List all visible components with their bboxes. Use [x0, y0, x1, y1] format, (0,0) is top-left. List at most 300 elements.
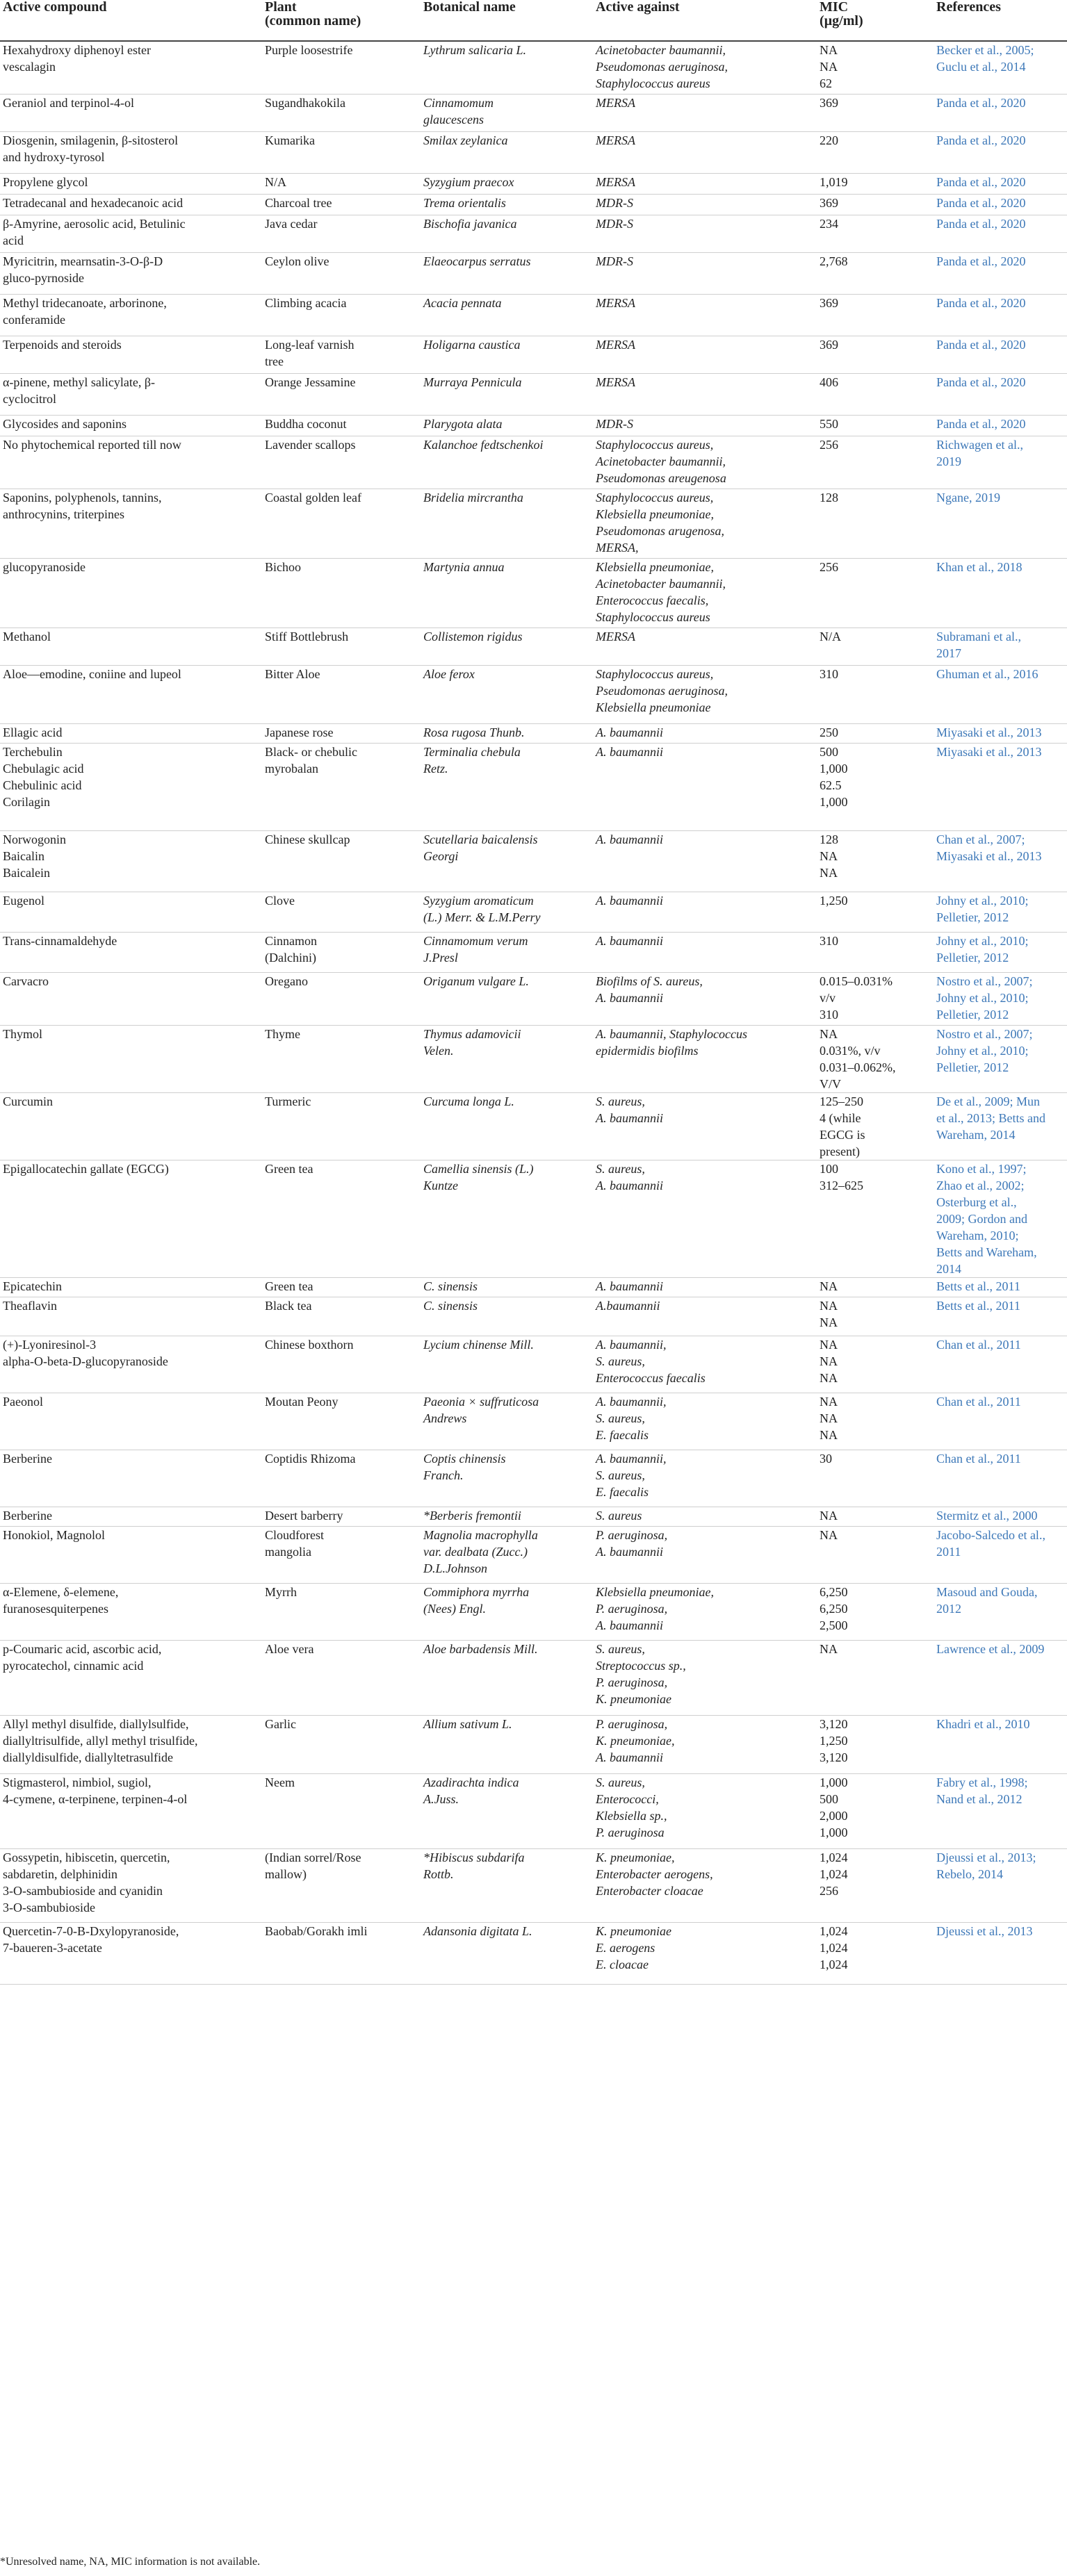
mic-cell-text: 1,024 1,024 1,024: [820, 1923, 848, 1971]
compound-cell-text: Methanol: [3, 629, 51, 643]
references-cell[interactable]: [934, 665, 1067, 723]
botanical-name-cell: [421, 1092, 593, 1160]
plant-cell-text: Chinese skullcap: [265, 832, 350, 846]
active-against-cell: [593, 1715, 817, 1773]
botanical-name-cell: [421, 94, 593, 131]
references-cell-text[interactable]: Ghuman et al., 2016: [936, 666, 1039, 681]
references-cell[interactable]: [934, 336, 1067, 373]
compound-cell: [0, 1025, 262, 1092]
active-against-cell: [593, 830, 817, 892]
references-cell[interactable]: [934, 215, 1067, 252]
references-cell[interactable]: [934, 1297, 1067, 1336]
compound-cell: [0, 436, 262, 489]
references-cell[interactable]: [934, 1526, 1067, 1583]
active-against-cell-text: A. baumannii, Staphylococcus epidermidis biofilms: [596, 1026, 747, 1058]
references-cell[interactable]: [934, 972, 1067, 1025]
compound-cell: [0, 1393, 262, 1450]
references-cell[interactable]: [934, 1160, 1067, 1277]
mic-cell: [817, 373, 934, 415]
table-row: [0, 1160, 1067, 1277]
table-row: [0, 373, 1067, 415]
active-against-cell: [593, 1092, 817, 1160]
active-against-cell-text: A. baumannii: [596, 893, 663, 908]
references-cell[interactable]: [934, 627, 1067, 665]
compound-cell-text: Saponins, polyphenols, tannins, anthrocynins, triterpines: [3, 490, 162, 521]
mic-cell: [817, 1393, 934, 1450]
mic-cell-text: 406: [820, 375, 838, 389]
table-row: [0, 1025, 1067, 1092]
botanical-name-cell-text: Bischofia javanica: [423, 216, 517, 231]
plant-cell: [262, 252, 421, 294]
plant-cell: [262, 173, 421, 194]
table-row: [0, 1640, 1067, 1715]
references-cell-text[interactable]: Panda et al., 2020: [936, 254, 1026, 268]
mic-cell-text: NA: [820, 1527, 838, 1542]
active-against-cell: [593, 194, 817, 215]
table-row: [0, 489, 1067, 558]
botanical-name-cell-text: Aloe barbadensis Mill.: [423, 1641, 538, 1656]
references-cell-text[interactable]: Kono et al., 1997; Zhao et al., 2002; Osterburg et al., 2009; Gordon and Wareham, 2010; Betts and Wareham, 2014: [936, 1161, 1037, 1276]
references-cell[interactable]: [934, 294, 1067, 336]
active-against-cell: [593, 743, 817, 830]
mic-cell-text: 2,768: [820, 254, 848, 268]
header-cell: MIC (µg/ml): [817, 0, 934, 41]
mic-cell-text: NA NA: [820, 1298, 838, 1329]
mic-cell-text: 369: [820, 195, 838, 210]
compound-cell: [0, 665, 262, 723]
botanical-name-cell-text: Cinnamomum glaucescens: [423, 95, 494, 126]
mic-cell-text: NA: [820, 1279, 838, 1293]
references-cell[interactable]: [934, 1393, 1067, 1450]
compound-cell-text: Quercetin-7-0-B-Dxylopyranoside, 7-baueren-3-acetate: [3, 1923, 179, 1955]
references-cell-text[interactable]: Johny et al., 2010; Pelletier, 2012: [936, 933, 1029, 965]
mic-cell: [817, 1297, 934, 1336]
references-cell-text[interactable]: Fabry et al., 1998; Nand et al., 2012: [936, 1775, 1028, 1806]
active-against-cell-text: A. baumannii, S. aureus, Enterococcus faecalis: [596, 1337, 706, 1385]
active-against-cell-text: K. pneumoniae, Enterobacter aerogens, Enterobacter cloacae: [596, 1850, 713, 1898]
references-cell-text[interactable]: Panda et al., 2020: [936, 375, 1026, 389]
mic-cell: [817, 131, 934, 173]
plant-cell-text: Climbing acacia: [265, 295, 347, 310]
compound-cell: [0, 215, 262, 252]
references-cell[interactable]: [934, 436, 1067, 489]
active-against-cell-text: Staphylococcus aureus, Pseudomonas aeruginosa, Klebsiella pneumoniae: [596, 666, 728, 714]
mic-cell: [817, 627, 934, 665]
references-cell[interactable]: [934, 1507, 1067, 1526]
references-cell-text[interactable]: Stermitz et al., 2000: [936, 1508, 1038, 1523]
plant-cell: [262, 1160, 421, 1277]
plant-cell: [262, 558, 421, 627]
table-row: [0, 1922, 1067, 1984]
references-cell[interactable]: [934, 252, 1067, 294]
references-cell-text[interactable]: Nostro et al., 2007; Johny et al., 2010; Pelletier, 2012: [936, 1026, 1033, 1074]
plant-cell-text: Ceylon olive: [265, 254, 329, 268]
botanical-name-cell-text: Acacia pennata: [423, 295, 502, 310]
mic-cell-text: 128 NA NA: [820, 832, 838, 880]
table-footnote: *Unresolved name, NA, MIC information is not available.: [0, 2556, 261, 2568]
botanical-name-cell: [421, 723, 593, 743]
active-against-cell: [593, 1025, 817, 1092]
plant-cell-text: Cinnamon (Dalchini): [265, 933, 317, 965]
mic-cell: [817, 932, 934, 972]
active-against-cell: [593, 1640, 817, 1715]
references-cell-text[interactable]: Khadri et al., 2010: [936, 1716, 1030, 1731]
references-cell-text[interactable]: Betts et al., 2011: [936, 1298, 1020, 1313]
botanical-name-cell: [421, 294, 593, 336]
active-against-cell-text: S. aureus, A. baumannii: [596, 1094, 663, 1125]
references-cell[interactable]: [934, 489, 1067, 558]
active-against-cell-text: Staphylococcus aureus, Klebsiella pneumoniae, Pseudomonas arugenosa, MERSA,: [596, 490, 724, 555]
mic-cell: [817, 1336, 934, 1393]
botanical-name-cell-text: Scutellaria baicalensis Georgi: [423, 832, 538, 863]
plant-cell-text: Turmeric: [265, 1094, 311, 1108]
plant-cell-text: Green tea: [265, 1279, 313, 1293]
active-against-cell: [593, 294, 817, 336]
references-cell-text[interactable]: Panda et al., 2020: [936, 295, 1026, 310]
references-cell-text[interactable]: Jacobo-Salcedo et al., 2011: [936, 1527, 1045, 1559]
table-body: [0, 41, 1067, 1984]
plant-cell-text: Coastal golden leaf: [265, 490, 361, 504]
botanical-name-cell: [421, 1025, 593, 1092]
references-cell[interactable]: [934, 1092, 1067, 1160]
plant-cell-text: Bichoo: [265, 559, 301, 574]
active-against-cell: [593, 336, 817, 373]
compound-cell-text: Terpenoids and steroids: [3, 337, 122, 352]
active-against-cell-text: S. aureus, Streptococcus sp., P. aeruginosa, K. pneumoniae: [596, 1641, 686, 1706]
active-against-cell-text: P. aeruginosa, A. baumannii: [596, 1527, 668, 1559]
botanical-name-cell: [421, 415, 593, 436]
botanical-name-cell: [421, 131, 593, 173]
active-against-cell-text: MERSA: [596, 133, 635, 147]
mic-cell-text: NA 0.031%, v/v 0.031–0.062%, V/V: [820, 1026, 896, 1091]
botanical-name-cell: [421, 1277, 593, 1297]
references-cell-text[interactable]: Becker et al., 2005; Guclu et al., 2014: [936, 43, 1034, 74]
active-against-cell: [593, 1297, 817, 1336]
compound-cell: [0, 723, 262, 743]
botanical-name-cell-text: C. sinensis: [423, 1298, 478, 1313]
compound-cell-text: Norwogonin Baicalin Baicalein: [3, 832, 66, 880]
botanical-name-cell: [421, 489, 593, 558]
compound-cell-text: Stigmasterol, nimbiol, sugiol, 4-cymene, α-terpinene, terpinen-4-ol: [3, 1775, 188, 1806]
active-against-cell-text: K. pneumoniae E. aerogens E. cloacae: [596, 1923, 671, 1971]
references-cell[interactable]: [934, 830, 1067, 892]
compound-cell-text: (+)-Lyoniresinol-3 alpha-O-beta-D-glucopyranoside: [3, 1337, 168, 1368]
references-cell[interactable]: [934, 1277, 1067, 1297]
botanical-name-cell-text: Syzygium praecox: [423, 174, 514, 189]
compound-cell: [0, 1297, 262, 1336]
references-cell[interactable]: [934, 743, 1067, 830]
table-row: [0, 723, 1067, 743]
plant-cell-text: Buddha coconut: [265, 416, 347, 431]
compound-cell: [0, 489, 262, 558]
compound-cell: [0, 743, 262, 830]
compound-cell-text: Epicatechin: [3, 1279, 62, 1293]
compound-cell-text: Methyl tridecanoate, arborinone, conferamide: [3, 295, 167, 327]
plant-cell-text: Black- or chebulic myrobalan: [265, 744, 357, 776]
references-cell[interactable]: [934, 932, 1067, 972]
botanical-name-cell: [421, 1336, 593, 1393]
botanical-name-cell-text: Cinnamomum verum J.Presl: [423, 933, 528, 965]
references-cell-text[interactable]: Panda et al., 2020: [936, 337, 1026, 352]
mic-cell: [817, 41, 934, 94]
plant-cell-text: Coptidis Rhizoma: [265, 1451, 356, 1466]
botanical-name-cell-text: Bridelia mircrantha: [423, 490, 523, 504]
table-row: [0, 1715, 1067, 1773]
mic-cell: [817, 252, 934, 294]
mic-cell: [817, 972, 934, 1025]
references-cell-text[interactable]: De et al., 2009; Mun et al., 2013; Betts and Wareham, 2014: [936, 1094, 1045, 1142]
plant-cell: [262, 1507, 421, 1526]
plant-cell: [262, 436, 421, 489]
mic-cell-text: 1,000 500 2,000 1,000: [820, 1775, 848, 1839]
references-cell-text[interactable]: Miyasaki et al., 2013: [936, 725, 1042, 739]
references-cell-text[interactable]: Khan et al., 2018: [936, 559, 1023, 574]
active-against-cell-text: Klebsiella pneumoniae, Acinetobacter baumannii, Enterococcus faecalis, Staphylococcus aureus: [596, 559, 726, 624]
compound-cell: [0, 1450, 262, 1507]
mic-cell: [817, 558, 934, 627]
references-cell[interactable]: [934, 1025, 1067, 1092]
compound-cell: [0, 1526, 262, 1583]
mic-cell-text: 256: [820, 559, 838, 574]
references-cell[interactable]: [934, 415, 1067, 436]
plant-cell: [262, 1092, 421, 1160]
compound-cell: [0, 415, 262, 436]
botanical-name-cell-text: Rosa rugosa Thunb.: [423, 725, 525, 739]
botanical-name-cell: [421, 892, 593, 932]
active-against-cell-text: MERSA: [596, 295, 635, 310]
references-cell[interactable]: [934, 1640, 1067, 1715]
botanical-name-cell: [421, 336, 593, 373]
plant-cell-text: (Indian sorrel/Rose mallow): [265, 1850, 361, 1881]
mic-cell: [817, 830, 934, 892]
botanical-name-cell: [421, 1526, 593, 1583]
botanical-name-cell-text: Martynia annua: [423, 559, 505, 574]
plant-cell: [262, 194, 421, 215]
compound-cell: [0, 94, 262, 131]
botanical-name-cell-text: Terminalia chebula Retz.: [423, 744, 521, 776]
references-cell[interactable]: [934, 1715, 1067, 1773]
plant-cell-text: Moutan Peony: [265, 1394, 339, 1409]
compound-cell-text: β-Amyrine, aerosolic acid, Betulinic acid: [3, 216, 186, 247]
compound-cell-text: Aloe—emodine, coniine and lupeol: [3, 666, 181, 681]
references-cell[interactable]: [934, 1922, 1067, 1984]
compound-cell: [0, 972, 262, 1025]
mic-cell: [817, 173, 934, 194]
plant-cell-text: Desert barberry: [265, 1508, 343, 1523]
references-cell-text[interactable]: Richwagen et al., 2019: [936, 437, 1023, 468]
active-against-cell: [593, 215, 817, 252]
references-cell-text[interactable]: Chan et al., 2011: [936, 1337, 1021, 1352]
references-cell-text[interactable]: Djeussi et al., 2013: [936, 1923, 1033, 1938]
botanical-name-cell-text: Collistemon rigidus: [423, 629, 523, 643]
references-cell[interactable]: [934, 94, 1067, 131]
compound-cell: [0, 1160, 262, 1277]
references-cell[interactable]: [934, 131, 1067, 173]
mic-cell: [817, 1507, 934, 1526]
botanical-name-cell: [421, 1450, 593, 1507]
compound-cell-text: Epigallocatechin gallate (EGCG): [3, 1161, 169, 1176]
botanical-name-cell-text: Camellia sinensis (L.) Kuntze: [423, 1161, 534, 1192]
references-cell-text[interactable]: Panda et al., 2020: [936, 174, 1026, 189]
botanical-name-cell: [421, 1922, 593, 1984]
mic-cell: [817, 94, 934, 131]
references-cell-text[interactable]: Johny et al., 2010; Pelletier, 2012: [936, 893, 1029, 924]
compound-cell-text: Hexahydroxy diphenoyl ester vescalagin: [3, 43, 151, 74]
botanical-name-cell-text: Lycium chinense Mill.: [423, 1337, 534, 1352]
references-cell-text[interactable]: Panda et al., 2020: [936, 133, 1026, 147]
plant-cell: [262, 1336, 421, 1393]
table-row: [0, 627, 1067, 665]
active-against-cell: [593, 972, 817, 1025]
plant-cell: [262, 892, 421, 932]
references-cell-text[interactable]: Panda et al., 2020: [936, 416, 1026, 431]
botanical-name-cell: [421, 1848, 593, 1922]
references-cell[interactable]: [934, 194, 1067, 215]
references-cell[interactable]: [934, 373, 1067, 415]
active-against-cell: [593, 131, 817, 173]
plant-cell-text: Green tea: [265, 1161, 313, 1176]
active-against-cell: [593, 415, 817, 436]
table-row: [0, 1450, 1067, 1507]
active-against-cell: [593, 1160, 817, 1277]
table-row: [0, 94, 1067, 131]
plant-cell: [262, 1393, 421, 1450]
references-cell[interactable]: [934, 1450, 1067, 1507]
references-cell-text[interactable]: Subramani et al., 2017: [936, 629, 1021, 660]
botanical-name-cell: [421, 1715, 593, 1773]
references-cell-text[interactable]: Panda et al., 2020: [936, 95, 1026, 110]
plant-cell: [262, 1773, 421, 1848]
compound-cell: [0, 1583, 262, 1640]
compound-cell-text: p-Coumaric acid, ascorbic acid, pyrocatechol, cinnamic acid: [3, 1641, 162, 1673]
mic-cell-text: 310: [820, 933, 838, 948]
references-cell-text[interactable]: Chan et al., 2007; Miyasaki et al., 2013: [936, 832, 1042, 863]
references-cell-text[interactable]: Lawrence et al., 2009: [936, 1641, 1045, 1656]
compound-cell-text: Tetradecanal and hexadecanoic acid: [3, 195, 184, 210]
active-against-cell-text: MERSA: [596, 629, 635, 643]
table-row: [0, 173, 1067, 194]
table-row: [0, 1277, 1067, 1297]
plant-cell: [262, 1640, 421, 1715]
mic-cell-text: 256: [820, 437, 838, 452]
references-cell-text[interactable]: Ngane, 2019: [936, 490, 1000, 504]
active-against-cell-text: A.baumannii: [596, 1298, 660, 1313]
plant-cell-text: Orange Jessamine: [265, 375, 356, 389]
compound-cell-text: α-pinene, methyl salicylate, β- cyclocitrol: [3, 375, 156, 406]
references-cell[interactable]: [934, 558, 1067, 627]
active-against-cell: [593, 1277, 817, 1297]
compound-cell: [0, 1922, 262, 1984]
botanical-name-cell: [421, 1393, 593, 1450]
table-row: [0, 215, 1067, 252]
plant-cell: [262, 932, 421, 972]
plant-cell: [262, 1297, 421, 1336]
botanical-name-cell-text: Murraya Pennicula: [423, 375, 522, 389]
active-against-cell: [593, 723, 817, 743]
references-cell-text[interactable]: Miyasaki et al., 2013: [936, 744, 1042, 759]
references-cell[interactable]: [934, 173, 1067, 194]
references-cell-text[interactable]: Djeussi et al., 2013; Rebelo, 2014: [936, 1850, 1036, 1881]
references-cell-text[interactable]: Chan et al., 2011: [936, 1394, 1021, 1409]
mic-cell: [817, 1922, 934, 1984]
plant-cell: [262, 415, 421, 436]
active-against-cell-text: A. baumannii: [596, 1279, 663, 1293]
botanical-name-cell-text: Thymus adamovicii Velen.: [423, 1026, 521, 1058]
plant-cell: [262, 972, 421, 1025]
references-cell[interactable]: [934, 1773, 1067, 1848]
compound-cell: [0, 1336, 262, 1393]
compound-cell: [0, 932, 262, 972]
plant-cell-text: Clove: [265, 893, 295, 908]
references-cell-text[interactable]: Betts et al., 2011: [936, 1279, 1020, 1293]
compound-cell: [0, 252, 262, 294]
mic-cell: [817, 215, 934, 252]
compound-cell: [0, 1092, 262, 1160]
plant-cell-text: Myrrh: [265, 1584, 297, 1599]
plant-cell-text: Black tea: [265, 1298, 312, 1313]
active-against-cell: [593, 1507, 817, 1526]
references-cell[interactable]: [934, 1336, 1067, 1393]
plant-cell-text: Charcoal tree: [265, 195, 332, 210]
header-cell: Botanical name: [421, 0, 593, 41]
active-against-cell-text: MERSA: [596, 174, 635, 189]
plant-cell: [262, 373, 421, 415]
active-against-cell: [593, 373, 817, 415]
botanical-name-cell-text: Holigarna caustica: [423, 337, 521, 352]
references-cell-text[interactable]: Nostro et al., 2007; Johny et al., 2010; Pelletier, 2012: [936, 974, 1033, 1022]
plant-cell: [262, 215, 421, 252]
compound-cell-text: Eugenol: [3, 893, 44, 908]
active-against-cell-text: MERSA: [596, 375, 635, 389]
plant-cell: [262, 489, 421, 558]
table-row: [0, 1393, 1067, 1450]
plant-cell: [262, 1277, 421, 1297]
botanical-name-cell-text: Kalanchoe fedtschenkoi: [423, 437, 544, 452]
active-against-cell: [593, 173, 817, 194]
active-against-cell-text: MDR-S: [596, 416, 633, 431]
compound-cell-text: Allyl methyl disulfide, diallylsulfide, diallyltrisulfide, allyl methyl trisulfide, diallyldisulfide, diallyltetrasulfide: [3, 1716, 198, 1764]
table-row: [0, 1092, 1067, 1160]
table-row: [0, 252, 1067, 294]
references-cell[interactable]: [934, 1848, 1067, 1922]
botanical-name-cell: [421, 252, 593, 294]
table-row: [0, 41, 1067, 94]
plant-cell-text: Long-leaf varnish tree: [265, 337, 355, 368]
mic-cell-text: NA NA 62: [820, 43, 838, 90]
botanical-name-cell: [421, 830, 593, 892]
references-cell[interactable]: [934, 892, 1067, 932]
table-row: [0, 972, 1067, 1025]
references-cell[interactable]: [934, 41, 1067, 94]
plant-cell: [262, 830, 421, 892]
botanical-name-cell-text: Elaeocarpus serratus: [423, 254, 531, 268]
mic-cell: [817, 1526, 934, 1583]
botanical-name-cell: [421, 558, 593, 627]
active-against-cell-text: MDR-S: [596, 216, 633, 231]
mic-cell-text: NA NA NA: [820, 1337, 838, 1385]
compound-cell: [0, 892, 262, 932]
references-cell[interactable]: [934, 723, 1067, 743]
active-against-cell-text: Acinetobacter baumannii, Pseudomonas aeruginosa, Staphylococcus aureus: [596, 43, 728, 90]
references-cell[interactable]: [934, 1583, 1067, 1640]
references-cell-text[interactable]: Masoud and Gouda, 2012: [936, 1584, 1038, 1616]
references-cell-text[interactable]: Chan et al., 2011: [936, 1451, 1021, 1466]
references-cell-text[interactable]: Panda et al., 2020: [936, 216, 1026, 231]
mic-cell: [817, 294, 934, 336]
botanical-name-cell: [421, 1297, 593, 1336]
mic-cell-text: 1,019: [820, 174, 848, 189]
references-cell-text[interactable]: Panda et al., 2020: [936, 195, 1026, 210]
